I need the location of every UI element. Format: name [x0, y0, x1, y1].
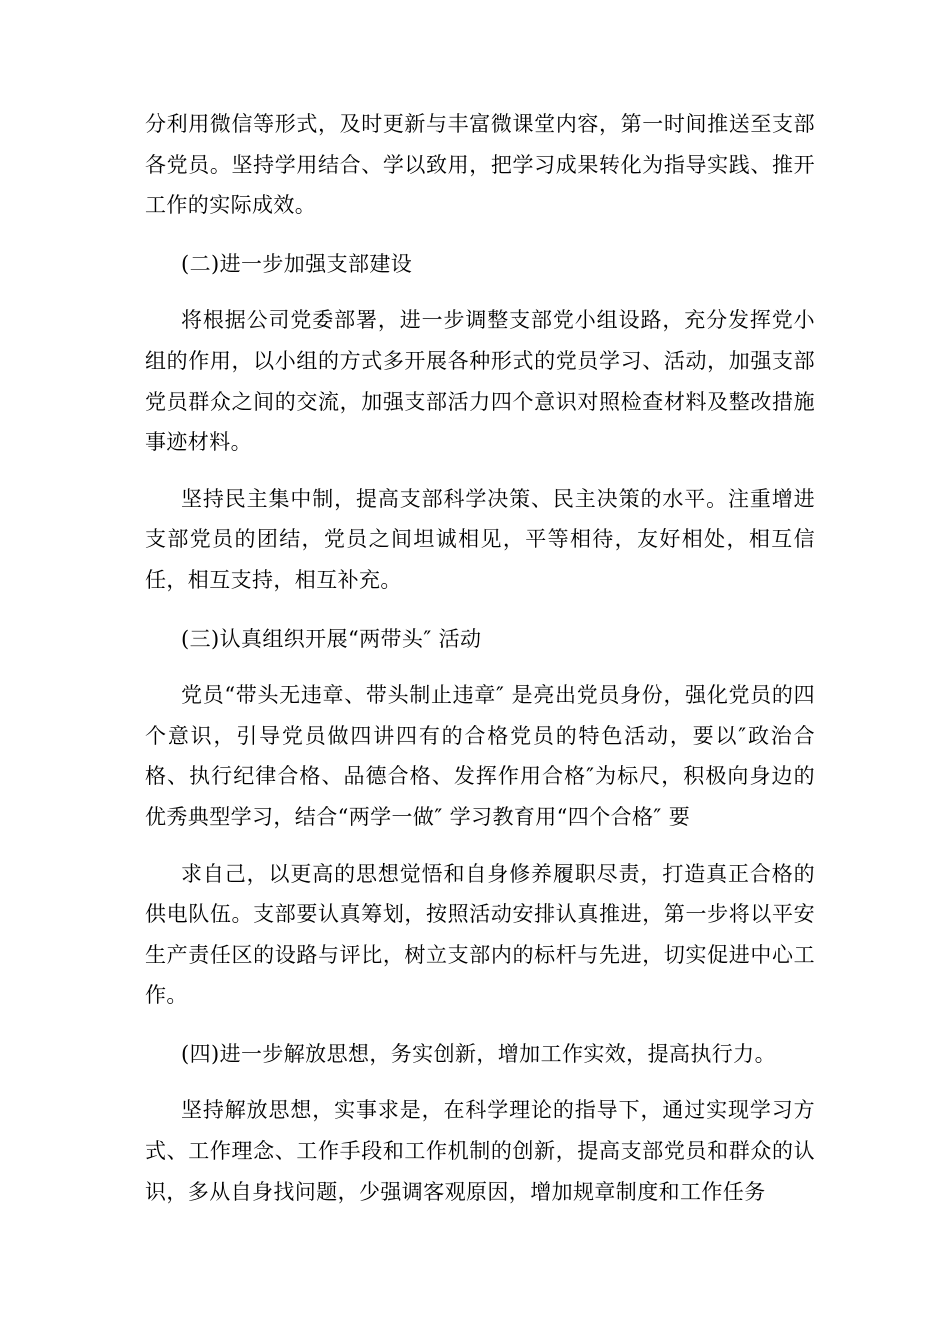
section-heading-2: (二)进一步加强支部建设 — [181, 251, 413, 276]
paragraph-branch-building: 将根据公司党委部署，进一步调整支部党小组设路，充分发挥党小组的作用，以小组的方式多开展各种形式的党员学习、活动，加强支部党员群众之间的交流，加强支部活力四个意识对照检查材料及整改措施事迹材料。 — [145, 308, 815, 455]
section-heading-4: (四)进一步解放思想，务实创新，增加工作实效，提高执行力。 — [181, 1041, 776, 1066]
section-heading-3: (三)认真组织开展“两带头″ 活动 — [181, 626, 482, 651]
document-body — [145, 104, 815, 1212]
paragraph-two-leads: 党员“带头无违章、带头制止违章″ 是亮出党员身份，强化党员的四个意识，引导党员做四讲四有的合格党员的特色活动，要以″政治合格、执行纪律合格、品德合格、发挥作用合格″为标尺，积极向身边的优秀典型学习，结合“两学一做″ 学习教育用“四个合格″ 要 — [145, 683, 815, 829]
paragraph-democratic-centralism: 坚持民主集中制，提高支部科学决策、民主决策的水平。注重增进支部党员的团结，党员之间坦诚相见，平等相待，友好相处，相互信任，相互支持，相互补充。 — [145, 486, 815, 592]
paragraph-emancipate-mind: 坚持解放思想，实事求是，在科学理论的指导下，通过实现学习方式、工作理念、工作手段和工作机制的创新，提高支部党员和群众的认识，多从自身找问题，少强调客观原因，增加规章制度和工作任务 — [145, 1098, 815, 1204]
paragraph-continuation: 分利用微信等形式，及时更新与丰富微课堂内容，第一时间推送至支部各党员。坚持学用结合、学以致用，把学习成果转化为指导实践、推开工作的实际成效。 — [145, 112, 815, 218]
paragraph-qualified-team: 求自己，以更高的思想觉悟和自身修养履职尽责，打造真正合格的供电队伍。支部要认真筹划，按照活动安排认真推进，第一步将以平安生产责任区的设路与评比，树立支部内的标杆与先进，切实促进中心工作。 — [145, 861, 815, 1008]
